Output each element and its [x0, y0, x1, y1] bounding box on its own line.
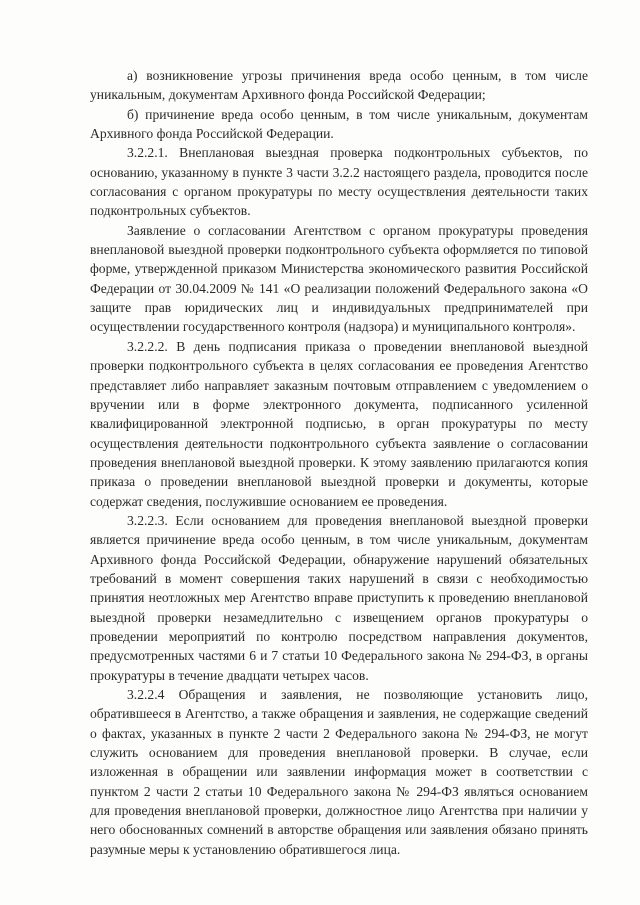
paragraph-3-2-2-4: 3.2.2.4 Обращения и заявления, не позволяющие установить лицо, обратившееся в Агентство, а также обращения и заявления, не содержащие сведений о фактах, указанных в пункте 2 части 2 Федерального закона № 294-ФЗ, не могут служить основанием для проведения внеплановой проверки. В случае, если изложенная в обращении или заявлении информация может в соответствии с пунктом 2 части 2 статьи 10 Федерального закона № 294-ФЗ являться основанием для проведения внеплановой проверки, должностное лицо Агентства при наличии у него обоснованных сомнений в авторстве обращения или заявления обязано принять разумные меры к установлению обратившегося лица.	[90, 687, 588, 857]
paragraph-3-2-2-1: 3.2.2.1. Внеплановая выездная проверка подконтрольных субъектов, по основанию, указанному в пункте 3 части 3.2.2 настоящего раздела, проводится после согласования с органом прокуратуры по месту осуществления деятельности таких подконтрольных субъектов.	[90, 145, 588, 219]
paragraph-item-a: а) возникновение угрозы причинения вреда особо ценным, в том числе уникальным, документам Архивного фонда Российской Федерации;	[90, 68, 588, 103]
paragraph-application-form: Заявление о согласовании Агентством с органом прокуратуры проведения внеплановой выездной проверки подконтрольного субъекта оформляется по типовой форме, утвержденной приказом Министерства экономического развития Российской Федерации от 30.04.2009 № 141 «О реализации положений Федерального закона «О защите прав юридических лиц и индивидуальных предпринимателей при осуществлении государственного контроля (надзора) и муниципального контроля».	[90, 222, 588, 335]
paragraph-3-2-2-3: 3.2.2.3. Если основанием для проведения внеплановой выездной проверки является причинение вреда особо ценным, в том числе уникальным, документам Архивного фонда Российской Федерации, обнаружение нарушений обязательных требований в момент совершения таких нарушений в связи с необходимостью принятия неотложных мер Агентство вправе приступить к проведению внеплановой выездной проверки незамедлительно с извещением органов прокуратуры о проведении мероприятий по контролю посредством направления документов, предусмотренных частями 6 и 7 статьи 10 Федерального закона № 294-ФЗ, в органы прокуратуры в течение двадцати четырех часов.	[90, 512, 588, 683]
document-body	[90, 66, 588, 859]
paragraph-item-b: б) причинение вреда особо ценным, в том числе уникальным, документам Архивного фонда Российской Федерации.	[90, 106, 588, 142]
paragraph-3-2-2-2: 3.2.2.2. В день подписания приказа о проведении внеплановой выездной проверки подконтрольного субъекта в целях согласования ее проведения Агентство представляет либо направляет заказным почтовым отправлением с уведомлением о вручении или в форме электронного документа, подписанного усиленной квалифицированной электронной подписью, в орган прокуратуры по месту осуществления деятельности подконтрольного субъекта заявление о согласовании проведения внеплановой выездной проверки. К этому заявлению прилагаются копия приказа о проведении внеплановой выездной проверки и документы, которые содержат сведения, послужившие основанием ее проведения.	[90, 338, 588, 509]
